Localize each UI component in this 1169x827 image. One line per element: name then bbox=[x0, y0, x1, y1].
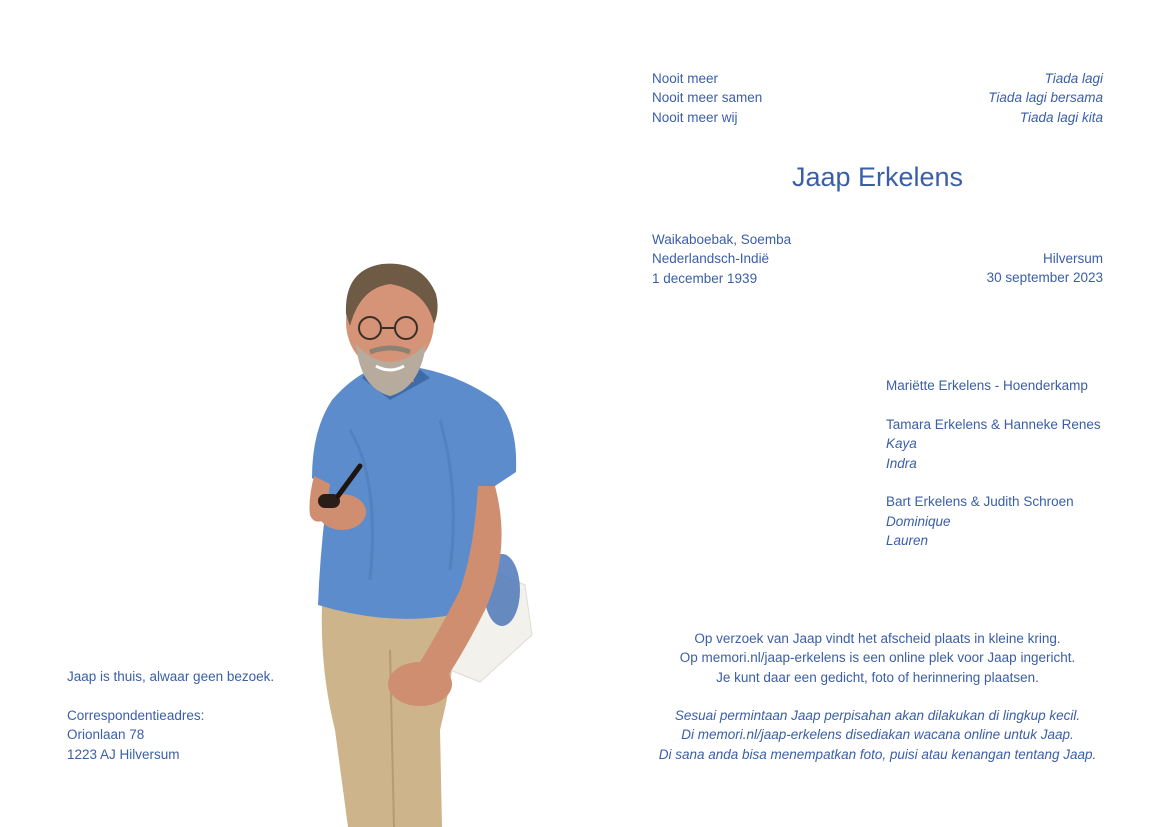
death-date: 30 september 2023 bbox=[986, 270, 1103, 286]
home-note: Jaap is thuis, alwaar geen bezoek. bbox=[67, 669, 275, 684]
spacer bbox=[886, 473, 1101, 492]
notice-dutch bbox=[652, 629, 1103, 687]
grandchild-name: Lauren bbox=[886, 533, 929, 549]
notice-line: Je kunt daar een gedicht, foto of herinnering plaatsen. bbox=[716, 669, 1039, 685]
notice-line: Di sana anda bisa menempatkan foto, puisi atau kenangan tentang Jaap. bbox=[658, 746, 1097, 762]
death-details bbox=[987, 249, 1103, 288]
spacer bbox=[886, 395, 1101, 414]
notice-line: Op verzoek van Jaap vindt het afscheid plaats in kleine kring. bbox=[694, 631, 1061, 646]
birth-date: 1 december 1939 bbox=[652, 270, 758, 286]
birth-country: Nederlandsch-Indië bbox=[652, 251, 770, 267]
address-street: Orionlaan 78 bbox=[67, 727, 145, 743]
portrait-photo bbox=[290, 250, 550, 827]
poem-indonesian bbox=[988, 69, 1103, 127]
grandchild-name: Indra bbox=[886, 455, 917, 471]
deceased-name: Jaap Erkelens bbox=[791, 162, 964, 192]
notice-line: Op memori.nl/jaap-erkelens is een online plek voor Jaap ingericht. bbox=[679, 650, 1076, 666]
spouse-name: Mariëtte Erkelens - Hoenderkamp bbox=[886, 378, 1088, 393]
grandchild-name: Dominique bbox=[886, 513, 951, 529]
child-name: Bart Erkelens & Judith Schroen bbox=[886, 494, 1074, 510]
poem-line: Tiada lagi bersama bbox=[988, 90, 1103, 106]
notice-indonesian bbox=[652, 706, 1103, 764]
poem-line: Nooit meer bbox=[652, 71, 719, 86]
poem-line: Tiada lagi bbox=[1044, 71, 1103, 86]
child-name: Tamara Erkelens & Hanneke Renes bbox=[886, 416, 1101, 432]
poem-line: Nooit meer samen bbox=[652, 90, 763, 106]
correspondence-block bbox=[67, 667, 274, 764]
address-city: 1223 AJ Hilversum bbox=[67, 746, 180, 762]
correspondence-label: Correspondentieadres: bbox=[67, 707, 205, 723]
poem-dutch bbox=[652, 69, 762, 127]
notice-line: Di memori.nl/jaap-erkelens disediakan wacana online untuk Jaap. bbox=[681, 727, 1074, 743]
death-place: Hilversum bbox=[1042, 251, 1103, 266]
birth-place: Waikaboebak, Soemba bbox=[652, 232, 792, 247]
poem-line: Nooit meer wij bbox=[652, 109, 738, 125]
poem-line: Tiada lagi kita bbox=[1019, 109, 1103, 125]
grandchild-name: Kaya bbox=[886, 436, 917, 452]
spacer bbox=[67, 686, 274, 705]
family-list bbox=[886, 376, 1101, 551]
birth-details bbox=[652, 230, 791, 288]
notice-line: Sesuai permintaan Jaap perpisahan akan dilakukan di lingkup kecil. bbox=[674, 708, 1081, 723]
